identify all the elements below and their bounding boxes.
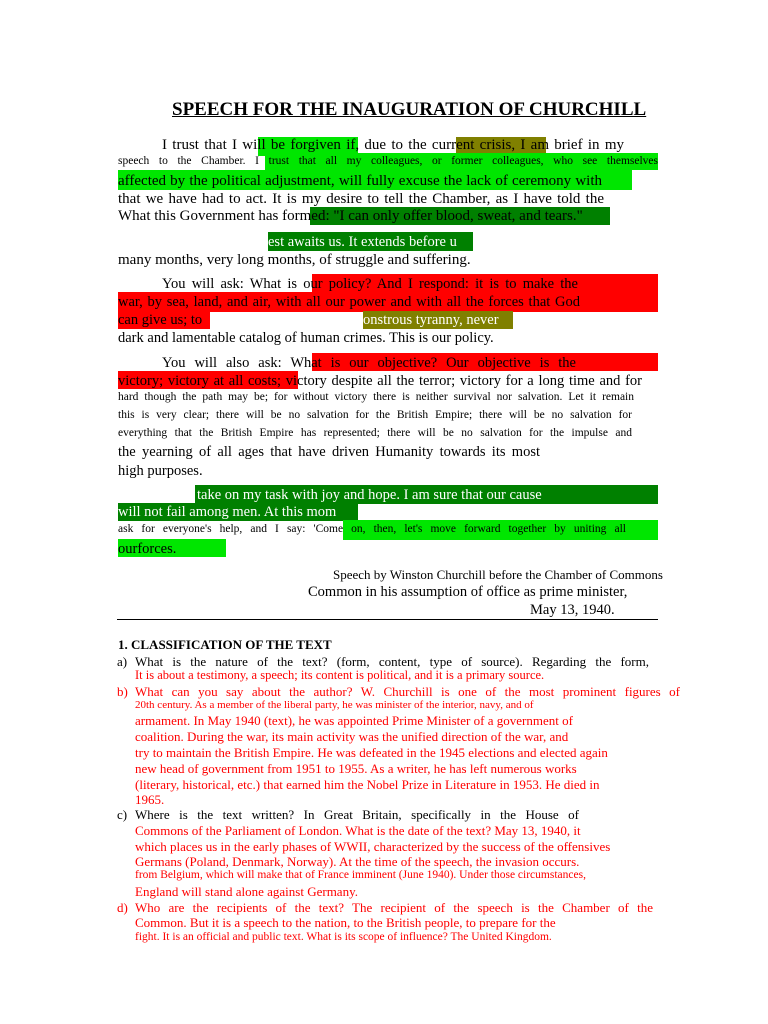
question-line: What is the nature of the text? (form, content, type of source). Regarding the form, [135, 654, 649, 669]
item-marker: c) [117, 807, 128, 822]
speech-line: You will also ask: What is our objective? Our objective is the [162, 355, 576, 371]
page-title: SPEECH FOR THE INAUGURATION OF CHURCHILL [172, 99, 647, 120]
speech-line: war, by sea, land, and air, with all our power and with all the forces that God [118, 294, 580, 310]
answer-line: from Belgium, which will make that of France imminent (June 1940). Under those circumstances, [135, 869, 586, 881]
answer-line: new head of government from 1951 to 1955. As a writer, he has left numerous works [135, 761, 577, 776]
item-marker: d) [117, 900, 128, 915]
divider [117, 619, 658, 620]
speech-line: can give us; to [118, 312, 203, 328]
speech-line: You will ask: What is our policy? And I respond: it is to make the [162, 276, 578, 292]
speech-line: ask for everyone's help, and I say: 'Come on, then, let's move forward together by uniting all [118, 523, 626, 535]
answer-line: 1965. [135, 792, 165, 807]
section-heading: 1. CLASSIFICATION OF THE TEXT [118, 637, 332, 652]
speech-line: the yearning of all ages that have driven Humanity towards its most [118, 444, 540, 460]
answer-line: Who are the recipients of the text? The recipient of the speech is the Chamber of the [135, 900, 653, 915]
speech-line: dark and lamentable catalog of human crimes. This is our policy. [118, 330, 494, 346]
answer-line: try to maintain the British Empire. He was defeated in the 1945 elections and elected again [135, 745, 608, 760]
item-marker: b) [117, 684, 128, 699]
speech-line: speech to the Chamber. I trust that all my colleagues, or former colleagues, who see themselves [118, 155, 658, 167]
answer-line: England will stand alone against Germany. [135, 884, 358, 899]
speech-line: What this Government has formed: "I can only offer blood, sweat, and tears." [118, 208, 583, 224]
attribution-date: May 13, 1940. [530, 602, 615, 618]
speech-line: victory; victory at all costs; victory despite all the terror; victory for a long time and for [118, 373, 642, 389]
answer-line: Common. But it is a speech to the nation, to the British people, to prepare for the [135, 915, 556, 930]
speech-line: will not fail among men. At this mom [118, 504, 337, 520]
answer-line: It is about a testimony, a speech; its content is political, and it is a primary source. [135, 668, 545, 682]
speech-line: many months, very long months, of struggle and suffering. [118, 252, 471, 268]
answer-line: Germans (Poland, Denmark, Norway). At the time of the speech, the invasion occurs. [135, 854, 580, 869]
attribution-line: Common in his assumption of office as prime minister, [308, 584, 628, 600]
speech-line: everything that the British Empire has represented; there will be no salvation for the impulse and [118, 427, 632, 439]
answer-line: coalition. During the war, its main activity was the unified direction of the war, and [135, 729, 569, 744]
answer-line: fight. It is an official and public text. What is its scope of influence? The United Kingdom. [135, 931, 552, 943]
attribution-line: Speech by Winston Churchill before the Chamber of Commons [333, 567, 663, 582]
answer-line: armament. In May 1940 (text), he was appointed Prime Minister of a government of [135, 713, 573, 728]
speech-line: that we have had to act. It is my desire to tell the Chamber, as I have told the [118, 191, 604, 207]
speech-line: est awaits us. It extends before u [268, 234, 457, 250]
answer-line: What can you say about the author? W. Churchill is one of the most prominent figures of [135, 684, 680, 699]
speech-line: high purposes. [118, 463, 203, 479]
speech-line: affected by the political adjustment, will fully excuse the lack of ceremony with [118, 173, 602, 189]
speech-line: ourforces. [118, 541, 177, 557]
answer-line: which places us in the early phases of WWII, characterized by the success of the offensives [135, 839, 611, 854]
answer-line: (literary, historical, etc.) that earned him the Nobel Prize in Literature in 1953. He died in [135, 777, 600, 792]
speech-line: onstrous tyranny, never [363, 312, 499, 328]
question-line: Where is the text written? In Great Britain, specifically in the House of [135, 807, 579, 822]
speech-line: hard though the path may be; for without victory there is neither survival nor salvation. Let it remain [118, 391, 634, 403]
speech-line: this is very clear; there will be no salvation for the British Empire; there will be no salvation for [118, 409, 632, 421]
item-marker: a) [117, 654, 128, 669]
speech-line: take on my task with joy and hope. I am sure that our cause [197, 487, 542, 503]
speech-line: I trust that I will be forgiven if, due to the current crisis, I am brief in my [162, 137, 624, 153]
answer-line: Commons of the Parliament of London. What is the date of the text? May 13, 1940, it [135, 823, 581, 838]
answer-line: 20th century. As a member of the liberal party, he was minister of the interior, navy, and of [135, 699, 534, 711]
